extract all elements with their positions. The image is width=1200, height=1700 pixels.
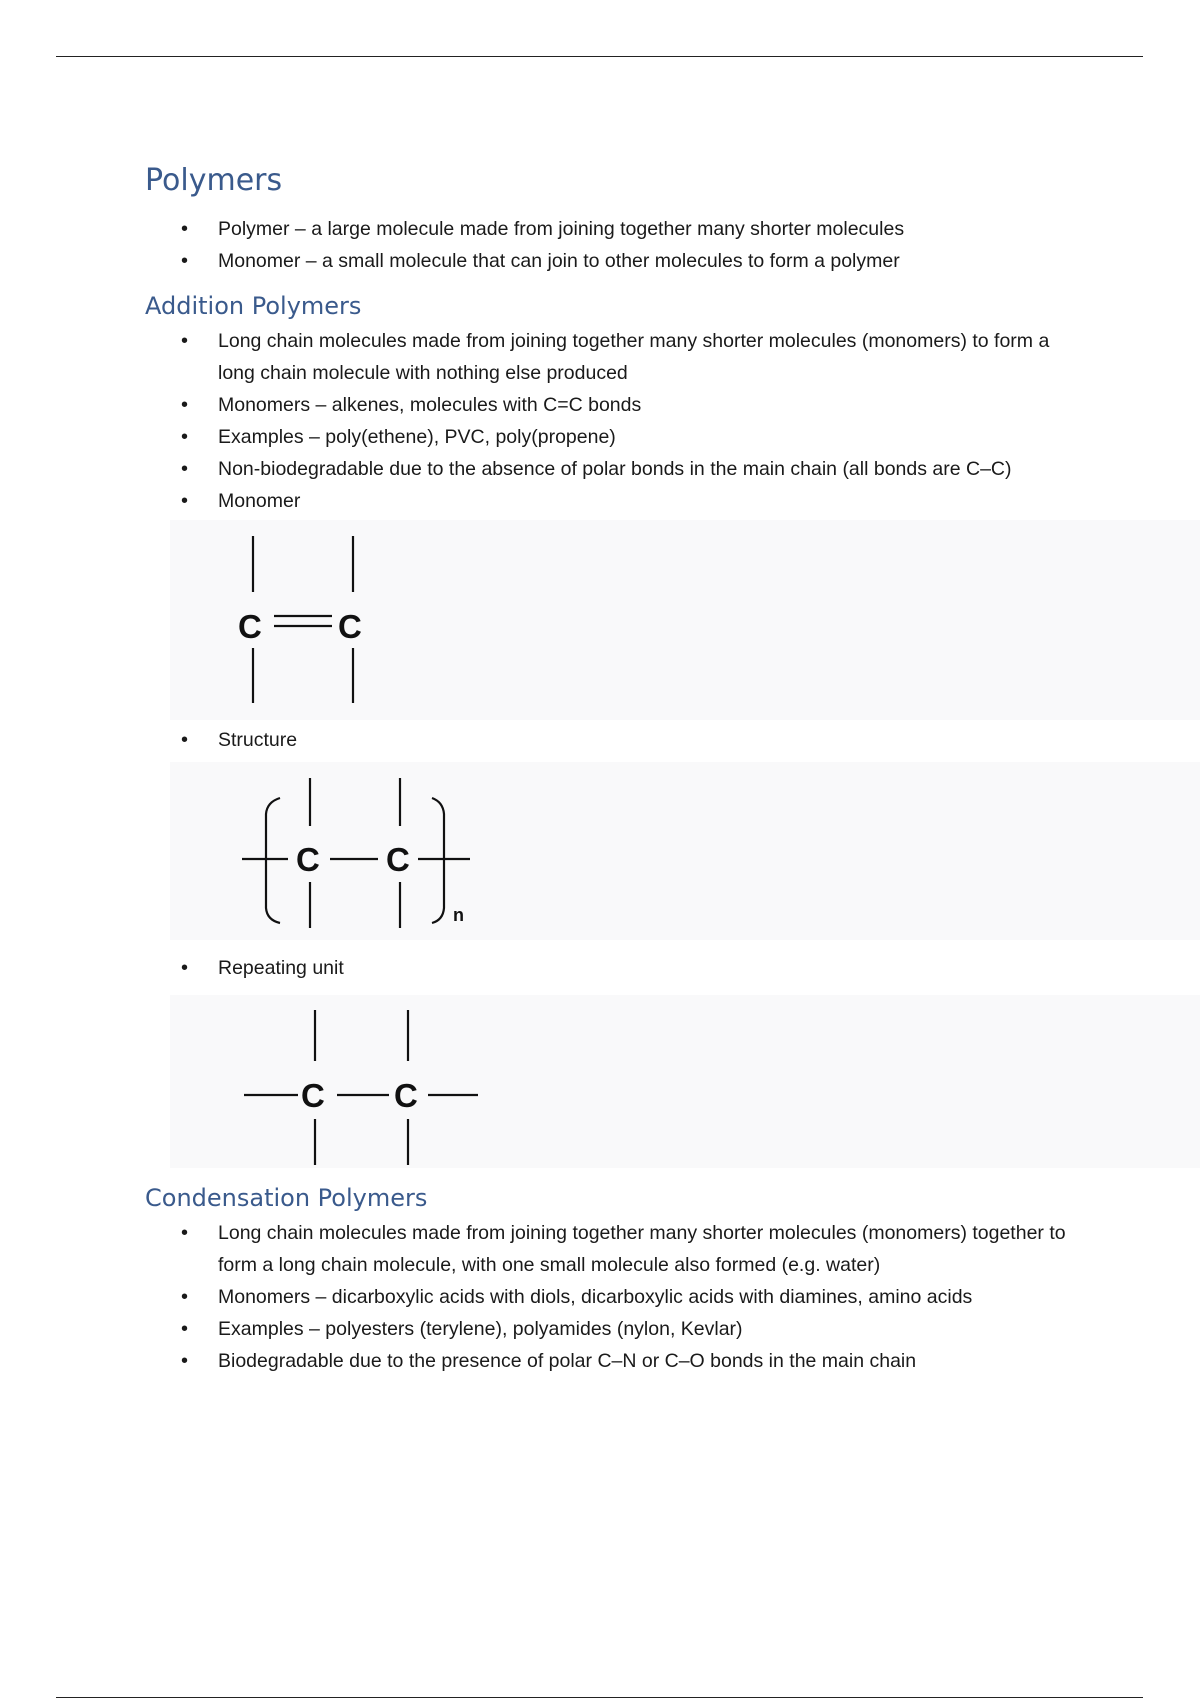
list-item: • Long chain molecules made from joining together many shorter molecules (monomers) together to form a long chain molecule, with one small molecule also formed (e.g. water) — [0, 1217, 1088, 1281]
list-item: • Long chain molecules made from joining together many shorter molecules (monomers) to form a long chain molecule with nothing else produced — [0, 325, 1088, 389]
list-item: • Repeating unit — [0, 952, 1088, 984]
list-item: • Examples – poly(ethene), PVC, poly(propene) — [0, 421, 1088, 453]
repeating-unit-svg — [170, 995, 1200, 1168]
condensation-list — [0, 1217, 1088, 1377]
list-item: • Structure — [0, 724, 1088, 756]
right-bracket — [432, 798, 444, 923]
carbon-atom: C — [301, 1077, 325, 1114]
carbon-atom: C — [394, 1077, 418, 1114]
header-rule — [56, 56, 1143, 57]
polymer-structure-diagram — [170, 762, 1200, 940]
addition-list — [0, 325, 1088, 517]
list-item: • Monomer – a small molecule that can join to other molecules to form a polymer — [0, 245, 1088, 277]
list-item: • Polymer – a large molecule made from joining together many shorter molecules — [0, 213, 1088, 245]
list-item: • Biodegradable due to the presence of polar C–N or C–O bonds in the main chain — [0, 1345, 1088, 1377]
carbon-atom: C — [296, 841, 320, 878]
list-item: • Non-biodegradable due to the absence of polar bonds in the main chain (all bonds are C–C) — [0, 453, 1088, 485]
list-item: • Monomer — [0, 485, 1088, 517]
intro-list — [0, 213, 1088, 277]
monomer-structure-svg — [170, 520, 1200, 720]
structure-list — [0, 724, 1088, 756]
carbon-atom: C — [238, 608, 262, 645]
carbon-atom: C — [386, 841, 410, 878]
addition-heading: Addition Polymers — [145, 292, 362, 320]
list-item: • Monomers – alkenes, molecules with C=C bonds — [0, 389, 1088, 421]
polymer-structure-svg — [170, 762, 1200, 940]
carbon-atom: C — [338, 608, 362, 645]
subscript-n: n — [453, 905, 464, 925]
list-item: • Examples – polyesters (terylene), polyamides (nylon, Kevlar) — [0, 1313, 1088, 1345]
list-item: • Monomers – dicarboxylic acids with diols, dicarboxylic acids with diamines, amino acids — [0, 1281, 1088, 1313]
footer-rule — [56, 1697, 1143, 1698]
condensation-heading: Condensation Polymers — [145, 1184, 428, 1212]
left-bracket — [266, 798, 280, 923]
monomer-diagram — [170, 520, 1200, 720]
repeating-list — [0, 952, 1088, 984]
page-title: Polymers — [145, 163, 283, 198]
repeating-unit-diagram — [170, 995, 1200, 1168]
